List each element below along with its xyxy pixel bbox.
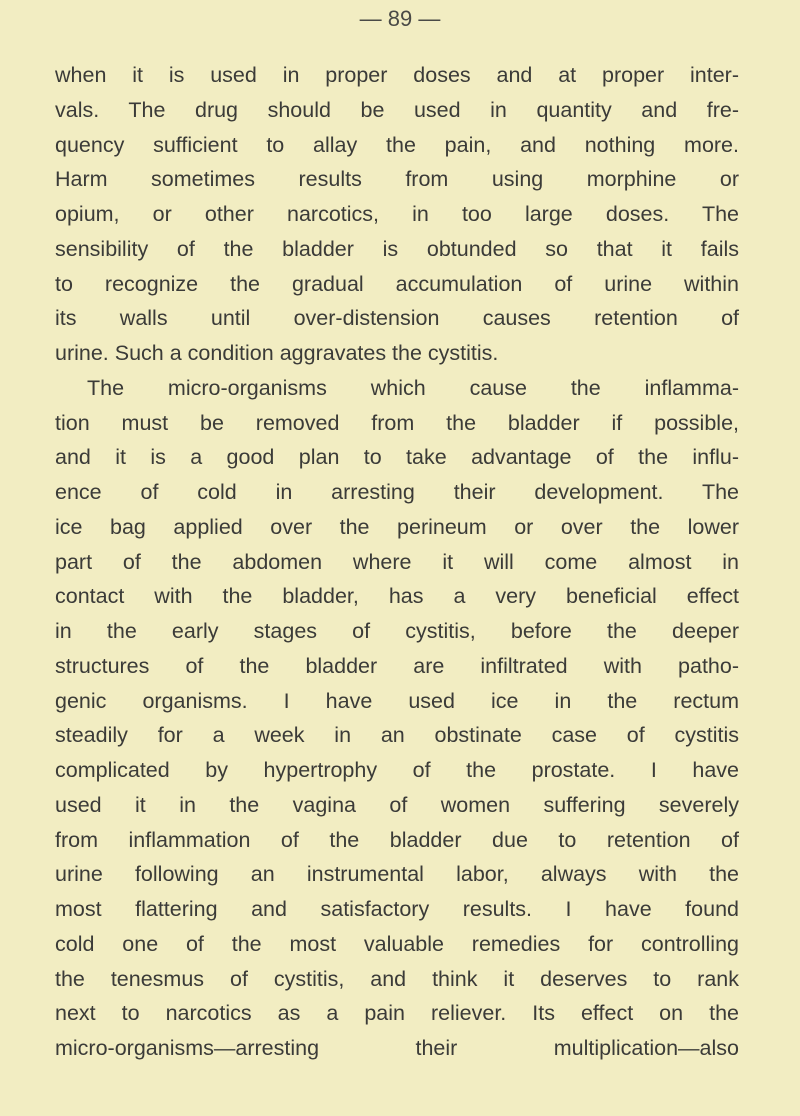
text-line: contact with the bladder, has a very beneficial effect [55, 584, 739, 609]
text-line: urine following an instrumental labor, always with the [55, 862, 739, 887]
text-line: micro-organisms—arresting their multiplication—also [55, 1036, 739, 1060]
text-line: steadily for a week in an obstinate case of cystitis [55, 723, 739, 748]
text-line: to recognize the gradual accumulation of urine within [55, 271, 739, 296]
text-line: quency sufficient to allay the pain, and nothing more. [55, 132, 739, 157]
text-line: most flattering and satisfactory results. I have found [55, 897, 739, 921]
page-body-text [55, 60, 739, 1068]
text-line: when it is used in proper doses and at proper inter- [55, 63, 739, 87]
text-line: from inflammation of the bladder due to retention of [55, 827, 739, 852]
text-line: and it is a good plan to take advantage of the influ- [55, 445, 739, 470]
text-line: ice bag applied over the perineum or over the lower [55, 514, 739, 539]
text-line: next to narcotics as a pain reliever. Its effect on the [55, 1001, 739, 1026]
text-line: urine. Such a condition aggravates the cystitis. [55, 341, 499, 365]
text-line: structures of the bladder are infiltrated with patho- [55, 653, 739, 678]
text-line: the tenesmus of cystitis, and think it deserves to rank [55, 966, 739, 991]
text-line: its walls until over-distension causes retention of [55, 306, 739, 331]
text-line: in the early stages of cystitis, before the deeper [55, 619, 739, 643]
text-line: sensibility of the bladder is obtunded so that it fails [55, 236, 739, 261]
text-line: part of the abdomen where it will come almost in [55, 549, 739, 574]
text-line: tion must be removed from the bladder if possible, [55, 410, 739, 435]
page-number: — 89 — [359, 6, 441, 31]
text-line: cold one of the most valuable remedies for controlling [55, 931, 739, 956]
text-line: complicated by hypertrophy of the prostate. I have [55, 758, 739, 782]
text-line: used it in the vagina of women suffering severely [55, 792, 739, 817]
text-line: Harm sometimes results from using morphine or [55, 167, 739, 192]
text-line: genic organisms. I have used ice in the rectum [55, 688, 739, 713]
text-line: vals. The drug should be used in quantity and fre- [55, 97, 739, 122]
text-line: ence of cold in arresting their development. The [55, 480, 739, 504]
text-line: opium, or other narcotics, in too large doses. The [55, 202, 739, 226]
paragraph-start-line: The micro-organisms which cause the inflamma- [87, 375, 739, 400]
